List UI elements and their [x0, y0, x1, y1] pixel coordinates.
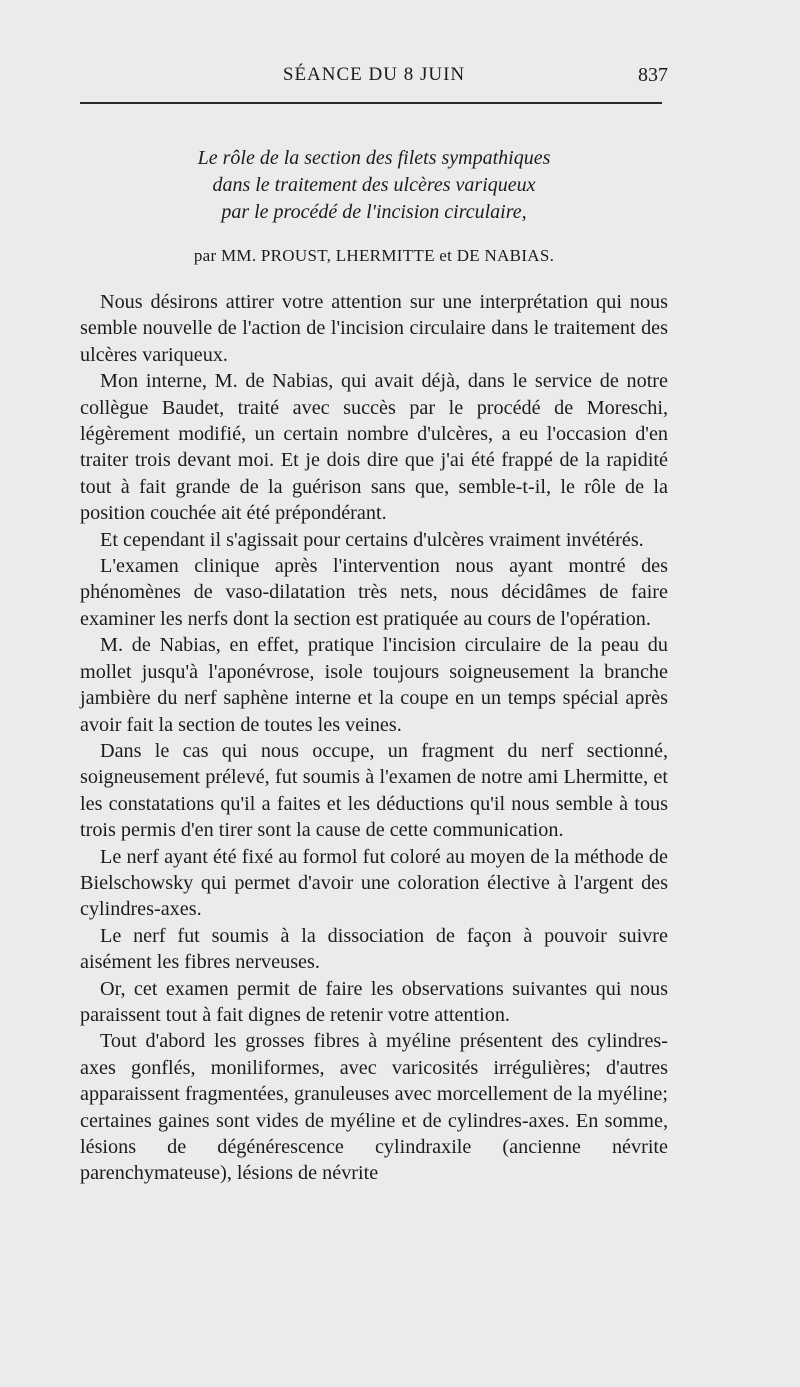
article-title [80, 145, 668, 226]
body-paragraph: Or, cet examen permit de faire les observations suivantes qui nous paraissent tout à fait dignes de retenir votre attention. [80, 977, 668, 1026]
body-paragraph: Le nerf ayant été fixé au formol fut coloré au moyen de la méthode de Bielschowsky qui permet d'avoir une coloration élective à l'argent des cylindres-axes. [80, 845, 668, 921]
page-number: 837 [638, 64, 668, 86]
article-byline: par MM. PROUST, LHERMITTE et DE NABIAS. [193, 246, 555, 265]
body-paragraph: L'examen clinique après l'intervention nous ayant montré des phénomènes de vaso-dilatation très nets, nous décidâmes de faire examiner les nerfs dont la section est pratiquée au cours de l'opération. [80, 555, 668, 630]
body-paragraph: Tout d'abord les grosses fibres à myéline présentent des cylindres-axes gonflés, moniliformes, avec varicosités irrégulières; d'autres apparaissent fragmentées, granuleuses avec morcellement de la myéline; certaines gaines sont vides de myéline et de cylindres-axes. En somme, lésions de dégénérescence cylindraxile (ancienne névrite parenchymateuse), lésions de névrite [80, 1030, 668, 1185]
body-paragraph: Le nerf fut soumis à la dissociation de façon à pouvoir suivre aisément les fibres nerveuses. [80, 924, 668, 974]
body-paragraph: M. de Nabias, en effet, pratique l'incision circulaire de la peau du mollet jusqu'à l'aponévrose, isole toujours soigneusement la branche jambière du nerf saphène interne et la coupe en un temps spécial après avoir fait la section de toutes les veines. [80, 634, 668, 736]
article-title-line: Le rôle de la section des filets sympathiques [197, 147, 551, 169]
running-title: SÉANCE DU 8 JUIN [282, 64, 466, 85]
body-paragraph: Et cependant il s'agissait pour certains d'ulcères vraiment invétérés. [100, 528, 644, 551]
article-title-line: dans le traitement des ulcères variqueux [212, 174, 536, 196]
header-rule [80, 102, 662, 104]
body-paragraph: Nous désirons attirer votre attention sur une interprétation qui nous semble nouvelle de l'action de l'incision circulaire dans le traitement des ulcères variqueux. [80, 291, 668, 366]
body-paragraph: Mon interne, M. de Nabias, qui avait déjà, dans le service de notre collègue Baudet, traité avec succès par le procédé de Moreschi, légèrement modifié, un certain nombre d'ulcères, a eu l'occasion d'en traiter trois devant moi. Et je dois dire que j'ai été frappé de la rapidité tout à fait grande de la guérison sans que, semble-t-il, le rôle de la position couchée ait été prépondérant. [80, 370, 668, 525]
body-paragraph: Dans le cas qui nous occupe, un fragment du nerf sectionné, soigneusement prélevé, fut soumis à l'examen de notre ami Lhermitte, et les constatations qu'il a faites et les déductions qu'il nous semble à tous trois permis d'en tirer sont la cause de cette communication. [80, 739, 668, 842]
article-body [80, 289, 668, 1187]
running-header [80, 62, 668, 90]
article-title-line: par le procédé de l'incision circulaire, [221, 201, 527, 223]
